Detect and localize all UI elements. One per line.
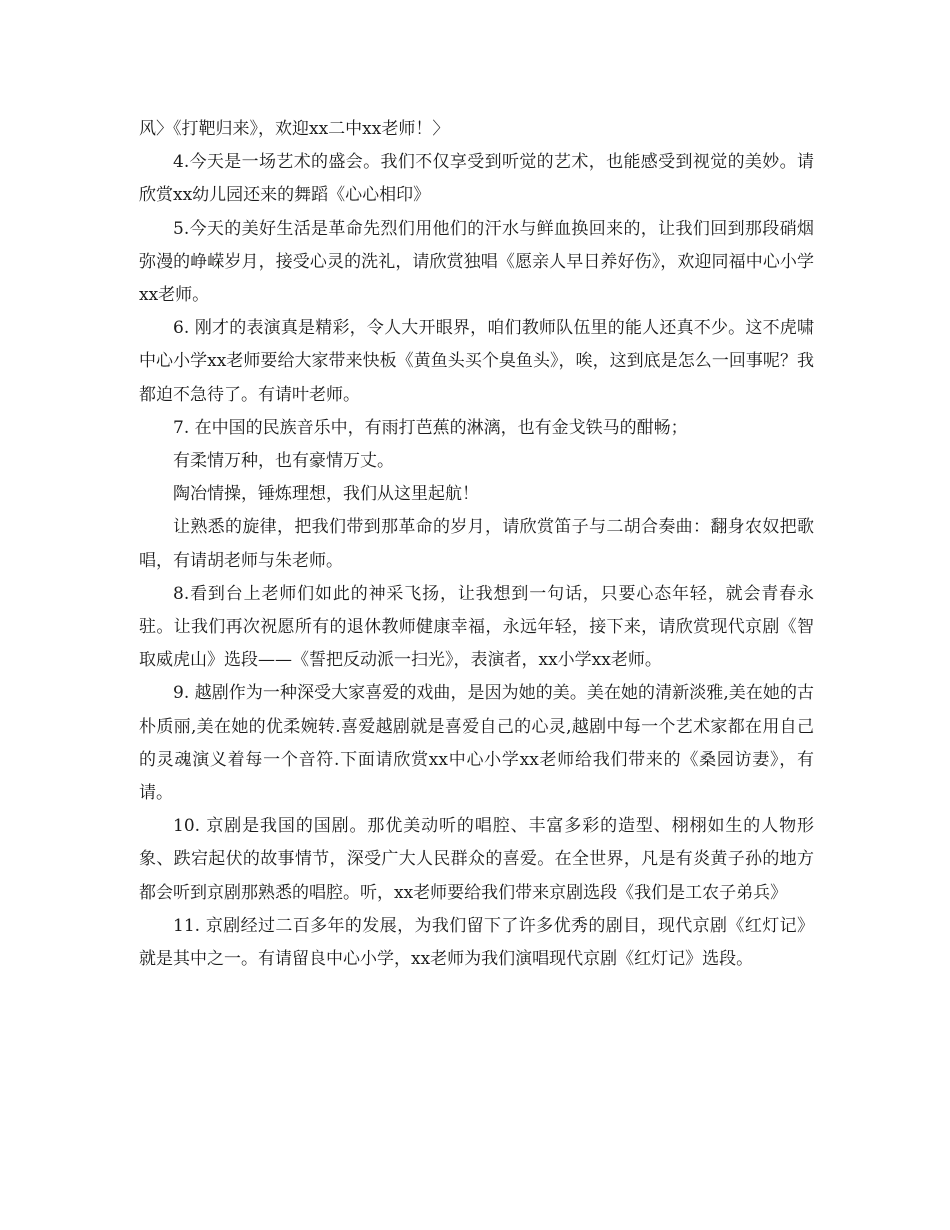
paragraph-item-8: 8.看到台上老师们如此的神采飞扬，让我想到一句话，只要心态年轻，就会青春永驻。让我们再次祝愿所有的退休教师健康幸福，永远年轻，接下来，请欣赏现代京剧《智取威虎山》选段——《誓把反动派一扫光》，表演者，xx小学xx老师。 (139, 583, 814, 671)
paragraph-item-7: 7. 在中国的民族音乐中，有雨打芭蕉的淋漓，也有金戈铁马的酣畅； (173, 417, 688, 438)
paragraph-item-7-line-4: 让熟悉的旋律，把我们带到那革命的岁月，请欣赏笛子与二胡合奏曲：翻身农奴把歌唱，有请胡老师与朱老师。 (139, 517, 814, 571)
document-body (139, 113, 814, 976)
paragraph-item-6: 6. 刚才的表演真是精彩，令人大开眼界，咱们教师队伍里的能人还真不少。这不虎啸中心小学xx老师要给大家带来快板《黄鱼头买个臭鱼头》，唉，这到底是怎么一回事呢？我都迫不急待了。有请叶老师。 (139, 318, 814, 405)
paragraph-item-5: 5.今天的美好生活是革命先烈们用他们的汗水与鲜血换回来的，让我们回到那段硝烟弥漫的峥嵘岁月，接受心灵的洗礼，请欣赏独唱《愿亲人早日养好伤》，欢迎同福中心小学xx老师。 (139, 218, 814, 306)
paragraph-item-11: 11. 京剧经过二百多年的发展，为我们留下了许多优秀的剧目，现代京剧《红灯记》就是其中之一。有请留良中心小学，xx老师为我们演唱现代京剧《红灯记》选段。 (139, 915, 814, 970)
paragraph-item-9: 9. 越剧作为一种深受大家喜爱的戏曲，是因为她的美。美在她的清新淡雅,美在她的古朴质丽,美在她的优柔婉转.喜爱越剧就是喜爱自己的心灵,越剧中每一个艺术家都在用自己的灵魂演义着每一个音符.下面请欣赏xx中心小学xx老师给我们带来的《桑园访妻》，有请。 (139, 683, 814, 804)
paragraph-item-10: 10. 京剧是我国的国剧。那优美动听的唱腔、丰富多彩的造型、栩栩如生的人物形象、跌宕起伏的故事情节，深受广大人民群众的喜爱。在全世界，凡是有炎黄子孙的地方都会听到京剧那熟悉的唱腔。听，xx老师要给我们带来京剧选段《我们是工农子弟兵》 (139, 816, 814, 903)
paragraph-item-4: 4.今天是一场艺术的盛会。我们不仅享受到听觉的艺术，也能感受到视觉的美妙。请欣赏xx幼儿园还来的舞蹈《心心相印》 (139, 152, 814, 206)
paragraph-continuation: 风〉《打靶归来》，欢迎xx二中xx老师！〉 (139, 119, 450, 139)
paragraph-item-7-line-3: 陶冶情操，锤炼理想，我们从这里起航！ (173, 484, 479, 505)
paragraph-item-7-line-2: 有柔情万种，也有豪情万丈。 (173, 451, 394, 472)
